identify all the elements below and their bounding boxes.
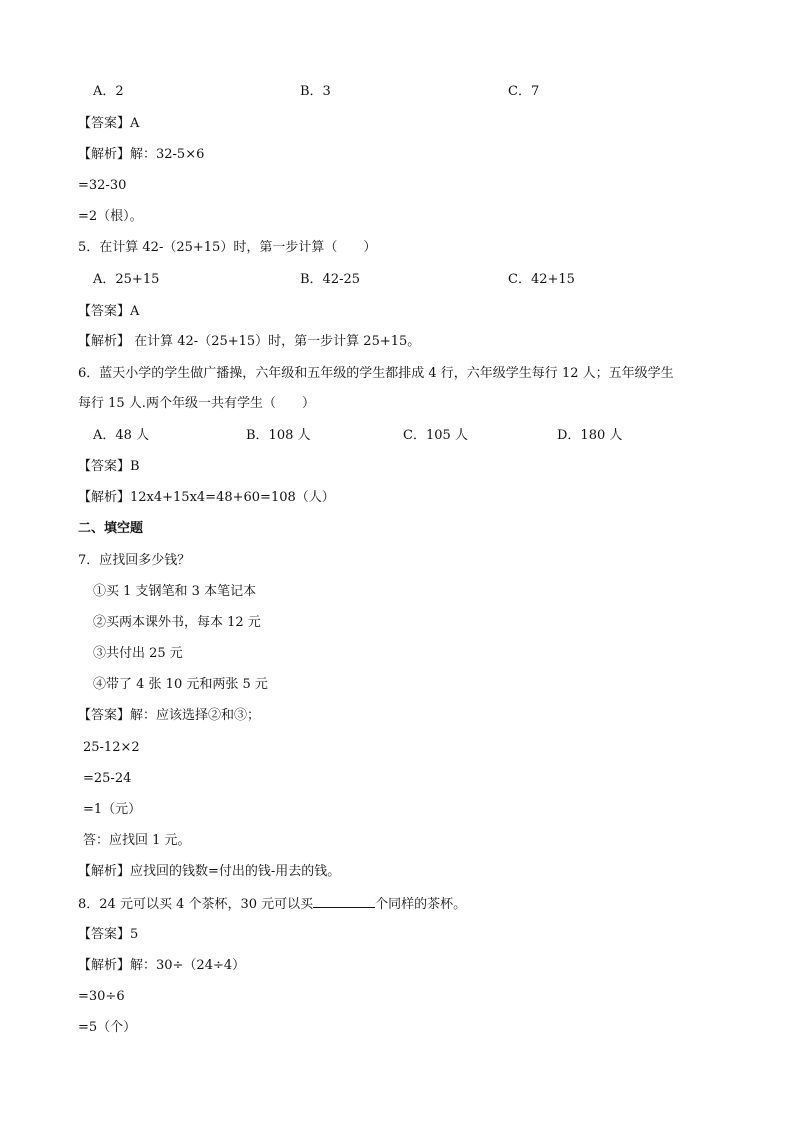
q8-analysis-line-3: =5（个） xyxy=(78,1020,137,1035)
q5-answer: 【答案】A xyxy=(78,304,140,319)
q5-option-b: B．42-25 xyxy=(300,272,361,287)
q6-question-line-2: 每行 15 人.两个年级一共有学生（ ） xyxy=(78,396,315,411)
q7-item-1: ①买 1 支钢笔和 3 本笔记本 xyxy=(93,584,257,599)
q8-question xyxy=(78,895,466,913)
q5-option-c: C．42+15 xyxy=(508,272,575,287)
q5-question: 5．在计算 42-（25+15）时，第一步计算（ ） xyxy=(78,240,377,255)
q8-analysis-line-2: =30÷6 xyxy=(78,989,125,1004)
q5-analysis: 【解析】 在计算 42-（25+15）时，第一步计算 25+15。 xyxy=(78,334,421,349)
q7-answer-line-4: 答：应找回 1 元。 xyxy=(83,833,191,848)
q6-option-b: B．108 人 xyxy=(246,428,311,443)
q6-analysis: 【解析】12x4+15x4=48+60=108（人） xyxy=(78,490,335,505)
q7-item-4: ④带了 4 张 10 元和两张 5 元 xyxy=(93,677,268,692)
q4-option-a: A．2 xyxy=(93,84,124,99)
q8-answer-blank xyxy=(313,895,375,908)
q6-question-line-1: 6．蓝天小学的学生做广播操，六年级和五年级的学生都排成 4 行，六年级学生每行 12 人；五年级学生 xyxy=(78,366,674,381)
section-title-fill-in: 二、填空题 xyxy=(78,521,144,536)
q7-question: 7．应找回多少钱？ xyxy=(78,553,191,568)
q7-answer-line-2: =25-24 xyxy=(83,771,132,786)
q8-question-before: 8．24 元可以买 4 个茶杯，30 元可以买 xyxy=(78,897,314,912)
q6-answer: 【答案】B xyxy=(78,459,140,474)
q4-answer: 【答案】A xyxy=(78,116,140,131)
q7-answer-line-1: 25-12×2 xyxy=(83,740,140,755)
q7-item-2: ②买两本课外书，每本 12 元 xyxy=(93,615,261,630)
q4-option-b: B．3 xyxy=(300,84,331,99)
q8-analysis-line-1: 【解析】解：30÷（24÷4） xyxy=(78,958,246,973)
q5-option-a: A．25+15 xyxy=(93,272,160,287)
q6-option-c: C．105 人 xyxy=(403,428,468,443)
q4-option-c: C．7 xyxy=(508,84,540,99)
q4-analysis-line-3: =2（根）。 xyxy=(78,209,143,224)
q8-answer: 【答案】5 xyxy=(78,927,139,942)
q6-option-d: D．180 人 xyxy=(557,428,623,443)
q7-answer-head: 【答案】解：应该选择②和③； xyxy=(78,708,261,723)
q7-analysis: 【解析】应找回的钱数=付出的钱-用去的钱。 xyxy=(78,864,341,879)
q8-question-after: 个同样的茶杯。 xyxy=(375,897,467,912)
q6-option-a: A．48 人 xyxy=(93,428,150,443)
q4-analysis-line-2: =32-30 xyxy=(78,178,127,193)
q4-analysis-line-1: 【解析】解：32-5×6 xyxy=(78,147,205,162)
q7-item-3: ③共付出 25 元 xyxy=(93,646,183,661)
q7-answer-line-3: =1（元） xyxy=(83,802,142,817)
